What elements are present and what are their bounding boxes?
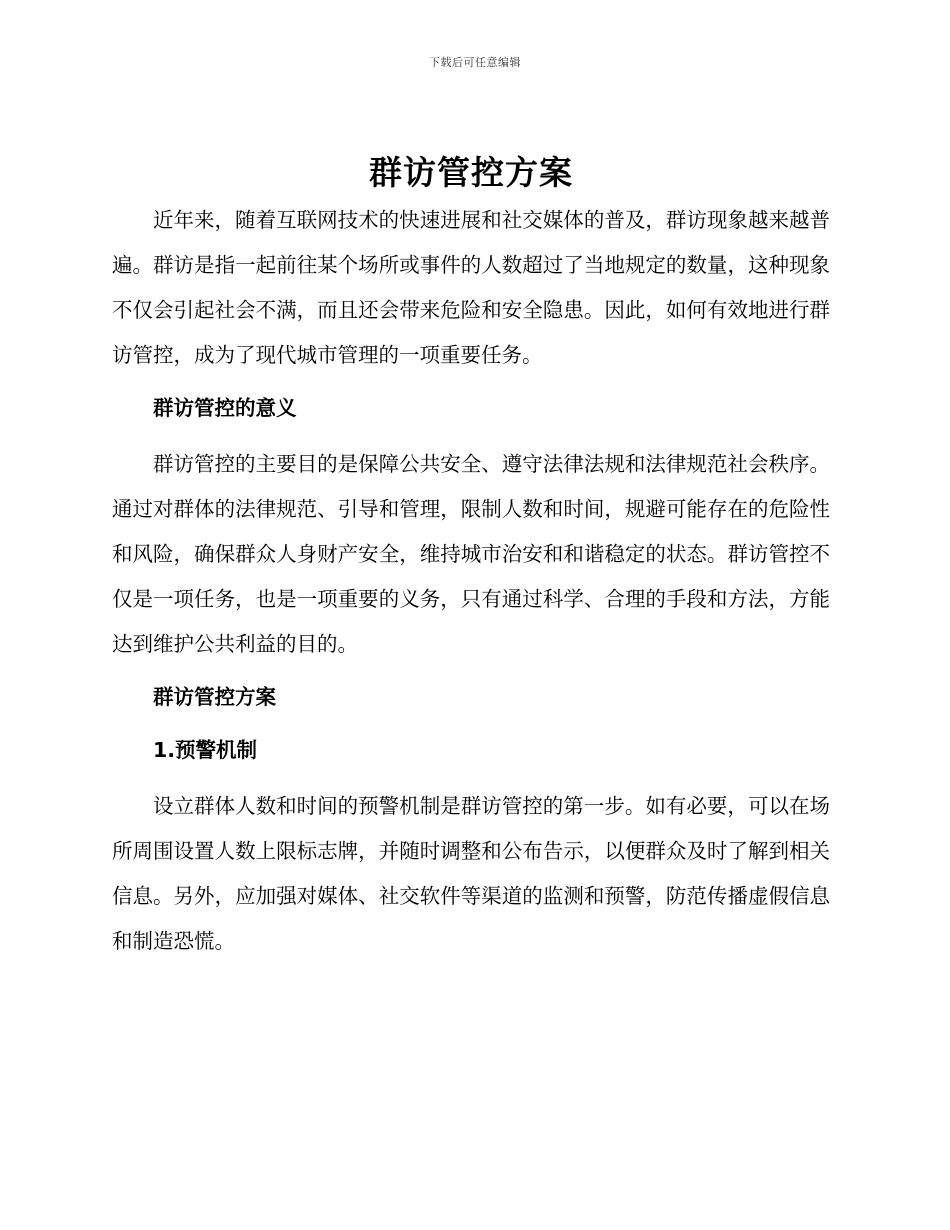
subsection-heading-early-warning: 1.预警机制 [153, 738, 258, 762]
early-warning-paragraph: 设立群体人数和时间的预警机制是群访管控的第一步。如有必要，可以在场所周围设置人数上限标志牌，并随时调整和公布告示，以便群众及时了解到相关信息。另外，应加强对媒体、社交软件等渠道的监测和预警，防范传播虚假信息和制造恐慌。 [112, 794, 830, 953]
section-heading-plan: 群访管控方案 [153, 685, 276, 709]
spacer [112, 667, 830, 675]
spacer [112, 773, 830, 784]
significance-paragraph: 群访管控的主要目的是保障公共安全、遵守法律法规和法律规范社会秩序。通过对群体的法律规范、引导和管理，限制人数和时间，规避可能存在的危险性和风险，确保群众人身财产安全，维持城市治安和和谐稳定的状态。群访管控不仅是一项任务，也是一项重要的义务，只有通过科学、合理的手段和方法，方能达到维护公共利益的目的。 [112, 452, 830, 656]
document-title: 群访管控方案 [369, 153, 573, 192]
page-header-note: 下载后可任意编辑 [429, 56, 521, 69]
spacer [112, 378, 830, 386]
section-heading-significance: 群访管控的意义 [153, 396, 297, 420]
spacer [112, 431, 830, 442]
intro-paragraph: 近年来，随着互联网技术的快速进展和社交媒体的普及，群访现象越来越普遍。群访是指一起前往某个场所或事件的人数超过了当地规定的数量，这种现象不仅会引起社会不满，而且还会带来危险和安全隐患。因此，如何有效地进行群访管控，成为了现代城市管理的一项重要任务。 [112, 208, 830, 367]
spacer [112, 720, 830, 728]
document-body [112, 148, 830, 964]
